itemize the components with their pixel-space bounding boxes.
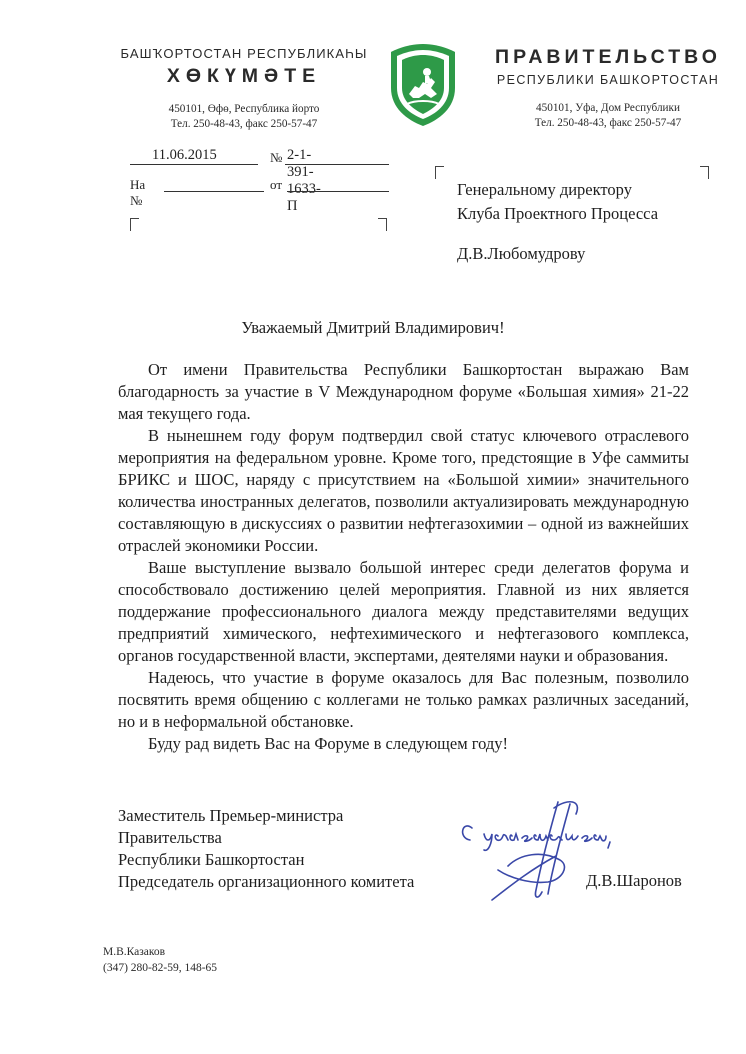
executor-phone: (347) 280-82-59, 148-65 xyxy=(103,962,218,974)
addressee-position: Генеральному директору xyxy=(457,180,632,199)
addressee-corner-top-left xyxy=(435,166,444,179)
body-paragraph: В нынешнем году форум подтвердил свой статус ключевого отраслевого мероприятия на федеральном уровне. Кроме того, предстоящие в Уфе саммиты БРИКС и ШОС, наряду с присутствием на «Большой химии» значительного количества иностранных делегатов, позволили актуализировать международную составляющую в дискуссиях о развитии нефтегазохимии – одной из важнейших отраслей экономики России. xyxy=(118,426,689,555)
letterhead-left-republic: БАШҠОРТОСТАН РЕСПУБЛИКАҺЫ xyxy=(120,46,368,61)
letterhead-right-address: 450101, Уфа, Дом Республики xyxy=(536,102,680,114)
reference-label: На № xyxy=(130,177,146,208)
letter-body xyxy=(118,359,689,755)
from-underline xyxy=(287,191,389,192)
date-underline xyxy=(130,164,258,165)
bracket-corner-top-right xyxy=(378,218,387,231)
addressee-corner-top-right xyxy=(700,166,709,179)
registration-date: 11.06.2015 xyxy=(152,147,217,163)
signer-name: Д.В.Шаронов xyxy=(586,871,682,890)
from-label: от xyxy=(270,177,283,192)
body-paragraph: Ваше выступление вызвало большой интерес среди делегатов форума и способствовало достижению целей мероприятия. Главной из них является поддержание профессионального диалога между представителями ведущих предприятий химического, нефтехимического и нефтегазового комплекса, органов государственной власти, экспертами, деятелями науки и образования. xyxy=(118,558,689,665)
letterhead-right-republic: РЕСПУБЛИКИ БАШКОРТОСТАН xyxy=(496,73,720,87)
registration-number: 2-1-391-1633-П xyxy=(287,147,321,214)
handwritten-signature xyxy=(450,790,630,910)
addressee-organization: Клуба Проектного Процесса xyxy=(457,204,659,223)
letterhead-right xyxy=(488,46,728,131)
addressee-name: Д.В.Любомудрову xyxy=(457,244,586,263)
signer-title-line1: Заместитель Премьер-министра xyxy=(118,806,344,825)
body-paragraph: Надеюсь, что участие в форуме оказалось для Вас полезным, позволило посвятить время общению с коллегами не только рамках различных заседаний, но и в неформальной обстановке. xyxy=(118,668,689,731)
coat-of-arms-emblem xyxy=(385,42,461,128)
letterhead-left-government: ХӨКҮМӘТЕ xyxy=(166,65,322,87)
bracket-corner-top-left xyxy=(130,218,139,231)
salutation: Уважаемый Дмитрий Владимирович! xyxy=(241,318,505,337)
letterhead-right-government: ПРАВИТЕЛЬСТВО xyxy=(495,46,721,68)
signer-title-line4: Председатель организационного комитета xyxy=(118,872,415,891)
body-paragraph: От имени Правительства Республики Башкортостан выражаю Вам благодарность за участие в V Международном форуме «Большая химия» 21-22 мая текущего года. xyxy=(118,360,689,423)
letterhead-left xyxy=(120,46,368,132)
addressee-block xyxy=(457,178,658,266)
body-paragraph: Буду рад видеть Вас на Форуме в следующем году! xyxy=(148,734,509,753)
letterhead-left-address: 450101, Өфө, Республика йорто xyxy=(168,103,320,115)
executor-block xyxy=(103,944,217,976)
reference-underline xyxy=(164,191,264,192)
letterhead-left-phone: Тел. 250-48-43, факс 250-57-47 xyxy=(170,118,318,130)
executor-name: М.В.Казаков xyxy=(103,946,166,958)
registration-number-sign: № xyxy=(270,150,283,165)
letterhead-right-phone: Тел. 250-48-43, факс 250-57-47 xyxy=(534,117,682,129)
signature-block xyxy=(118,805,414,893)
signer-title-line2: Правительства xyxy=(118,828,222,847)
signer-title-line3: Республики Башкортостан xyxy=(118,850,305,869)
